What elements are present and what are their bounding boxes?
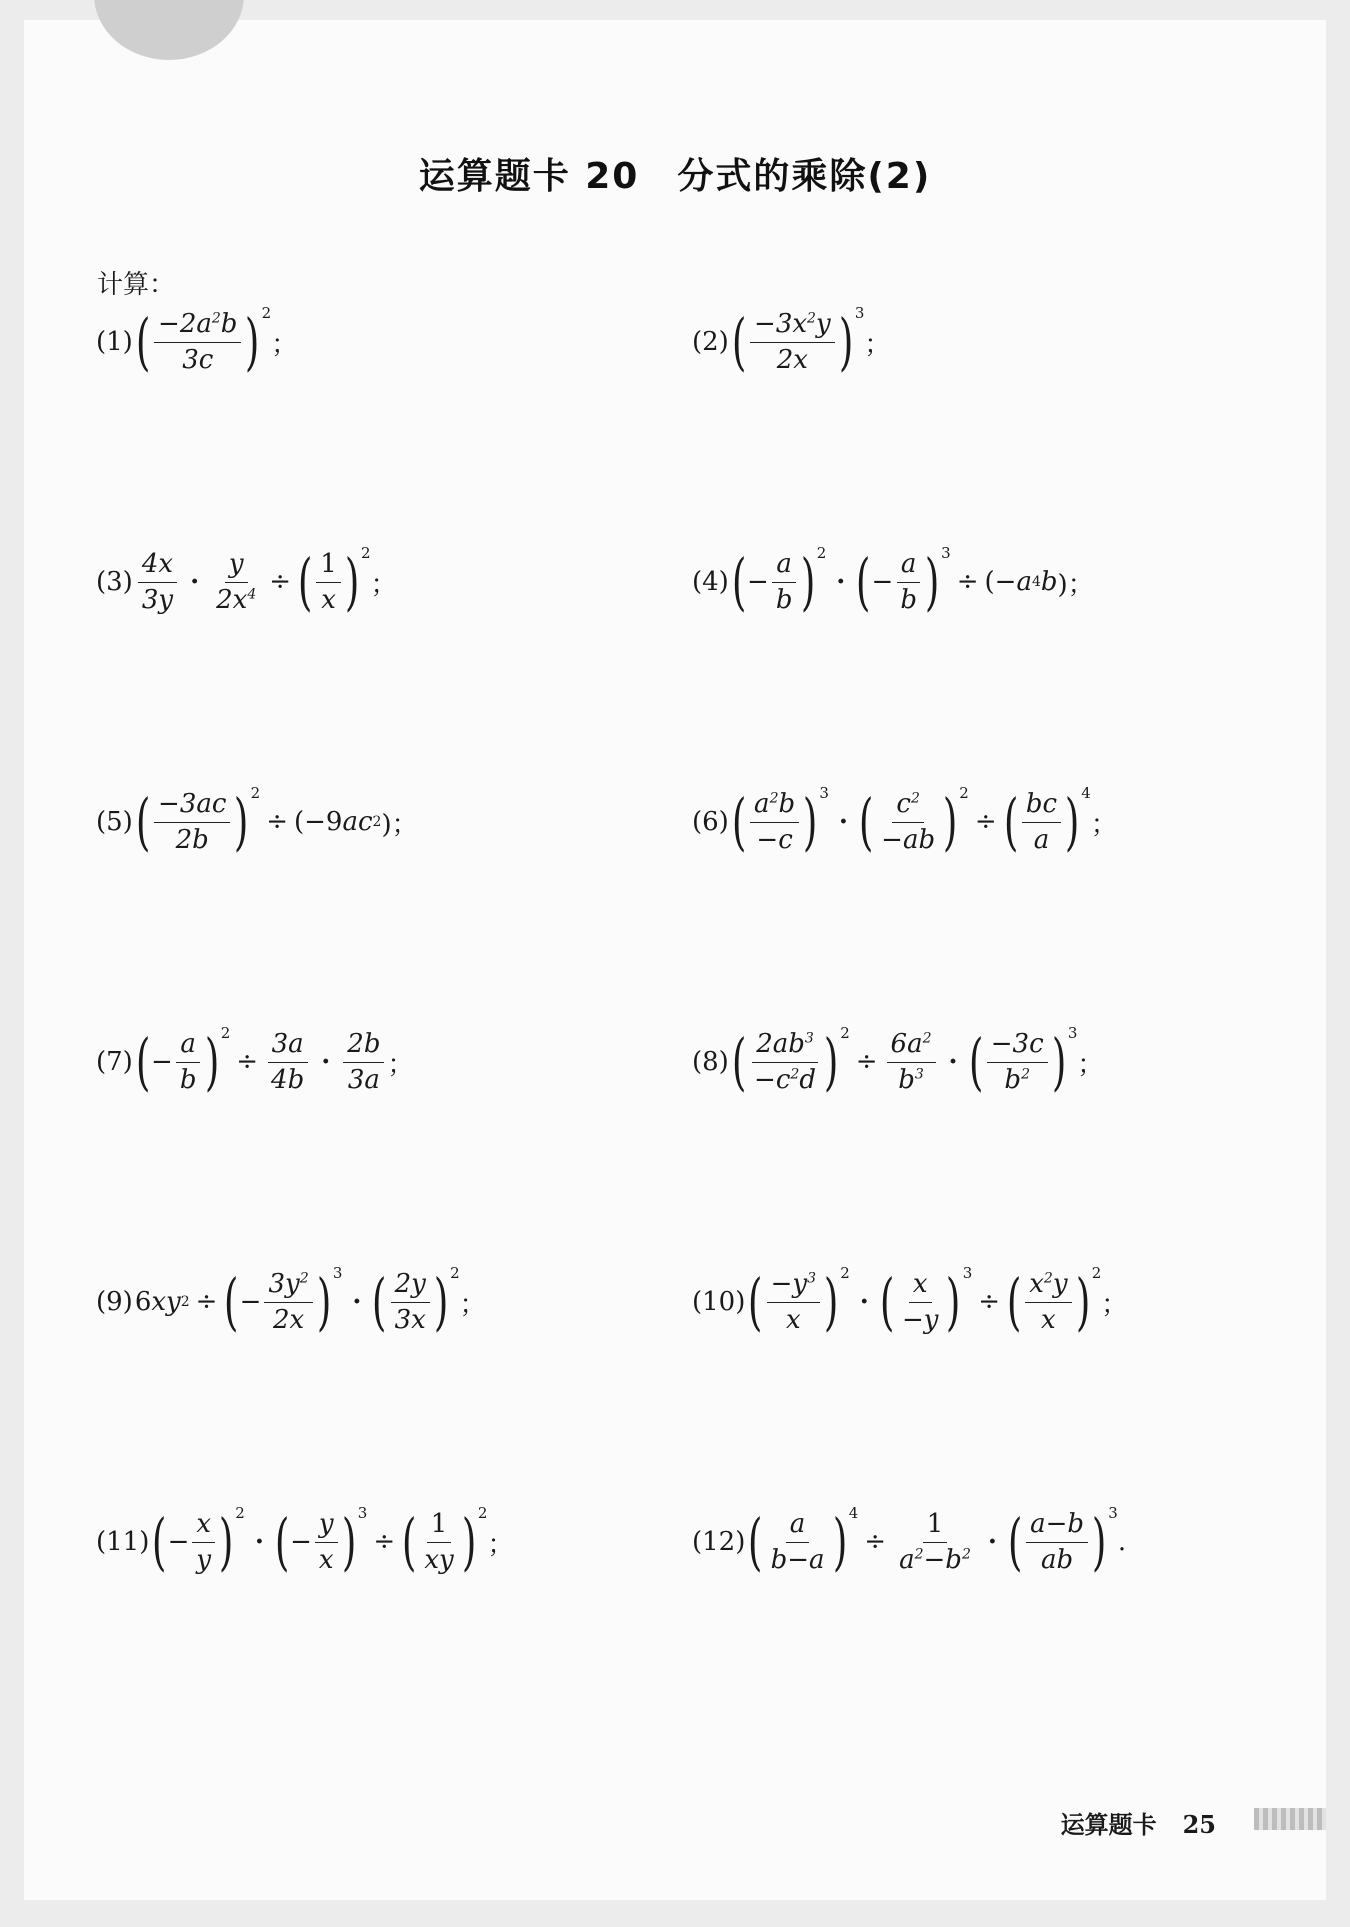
problem-label: (12) [692,1527,746,1558]
problem-label: (11) [96,1527,150,1558]
problem-8: (8) ( $\frac{2ab^3}{-c^2d}$ ) 2 ÷ $\frac{6a^2}{b^3}$ · ( $\frac{-3c}{b^2}$ ) 3 ； [692,1024,1104,1099]
problem-label: (1) [96,327,133,358]
footer-decoration [1254,1808,1326,1830]
page-title: 运算题卡 20 分式的乘除(2) [418,156,932,197]
footer-section: 运算题卡 [1060,1811,1157,1839]
corner-mark [94,0,244,60]
problem-label: (10) [692,1287,746,1318]
problem-label: (9) [96,1287,133,1318]
problem-label: (6) [692,807,729,838]
problem-7: (7) ( − $\frac{a}{b}$ ) 2 ÷ $\frac{3a}{4b}$ · $\frac{2b}{3a}$ ； [96,1024,414,1099]
problem-label: (8) [692,1047,729,1078]
problem-label: (7) [96,1047,133,1078]
problem-1: (1) ( $\frac{-2a^2b}{3c}$ ) 2 ； [96,304,298,379]
problem-5: (5) ( $\frac{-3ac}{2b}$ ) 2 ÷ (−9 ac 2 )； [96,784,418,859]
problem-11: (11) ( − $\frac{x}{y}$ ) 2 · ( − $\frac{y}{x}$ ) 3 ÷ ( $\frac{1}{xy}$ ) 2 ； [96,1504,514,1579]
problem-12: (12) ( $\frac{a}{b-a}$ ) 4 ÷ $\frac{1}{a^2-b^2}$ · ( $\frac{a-b}{ab}$ ) 3 . [692,1504,1127,1579]
problem-4: (4) ( − $\frac{a}{b}$ ) 2 · ( − $\frac{a}{b}$ ) 3 ÷ (− a 4 b )； [692,544,1094,619]
problem-label: (2) [692,327,729,358]
problem-label: (5) [96,807,133,838]
problem-label: (4) [692,567,729,598]
page [24,20,1326,1900]
problem-label: (3) [96,567,133,598]
problem-10: (10) ( $\frac{-y^3}{x}$ ) 2 · ( $\frac{x}{-y}$ ) 3 ÷ ( $\frac{x^2y}{x}$ ) 2 ； [692,1264,1128,1339]
problem-6: (6) ( $\frac{a^2b}{-c}$ ) 3 · ( $\frac{c^2}{-ab}$ ) 2 ÷ ( $\frac{bc}{a}$ ) 4 ； [692,784,1117,859]
problem-3: (3) $\frac{4x}{3y}$ · $\frac{y}{2x^4}$ ÷ ( $\frac{1}{x}$ ) 2 ； [96,544,397,619]
instruction: 计算： [97,270,176,300]
problem-9: (9) 6 xy 2 ÷ ( − $\frac{3y^2}{2x}$ ) 3 · ( $\frac{2y}{3x}$ ) 2 ； [96,1264,486,1339]
problem-2: (2) ( $\frac{-3x^2y}{2x}$ ) 3 ； [692,304,891,379]
page-number: 25 [1182,1810,1216,1839]
page-footer [1061,1805,1216,1840]
